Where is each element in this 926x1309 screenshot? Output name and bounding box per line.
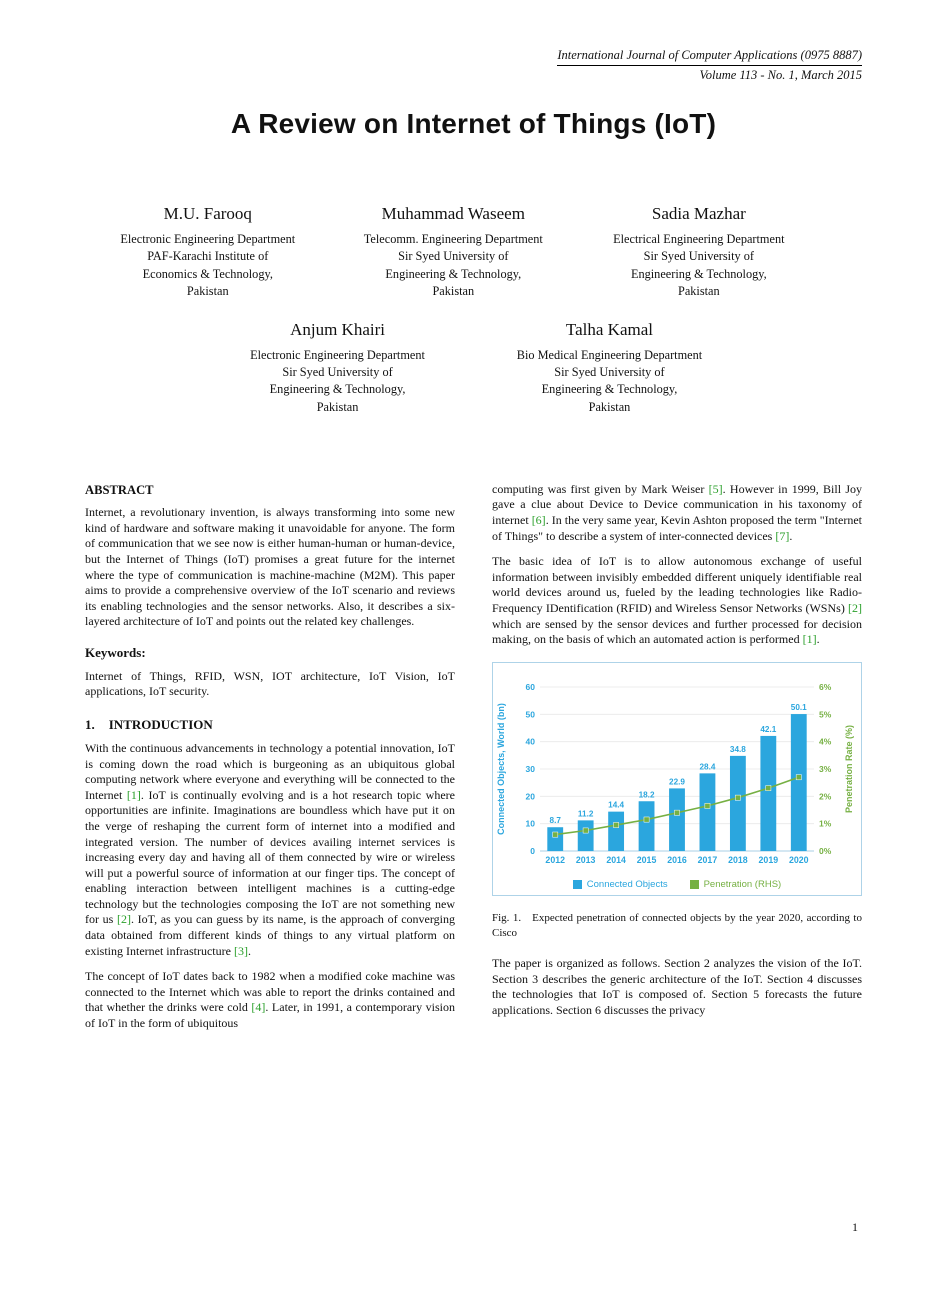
introduction-paragraph: With the continuous advancements in technology a potential innovation, IoT is coming down the road which is burgeoning as an ubiquitous global computing network where everyone and everything will be connected to the Internet [1]. IoT is continually evolving and is a hot research topic where opportunities are infinite. Imaginations are boundless which have put it on the verge of reshaping the current form of internet into a modified and integrated version. The number of devices availing internet services is increasing every day and having all of them connected by wire or wireless will put a powerful source of information at our finger tips. The concept of enabling interaction between intelligent machines is a cutting-edge technology but the technologies composing the IoT are not something new for us [2]. IoT, as you can guess by its name, is the approach of converging data obtained from different kinds of things to any virtual platform on existing Internet infrastructure [3]. [85, 740, 455, 958]
author-affiliation-line: Electrical Engineering Department [613, 232, 785, 247]
author-affiliation-line: Sir Syed University of [398, 249, 509, 264]
svg-text:5%: 5% [819, 709, 832, 720]
svg-text:2%: 2% [819, 791, 832, 802]
author-name: Talha Kamal [565, 320, 653, 340]
author-name: M.U. Farooq [163, 204, 252, 224]
svg-text:30: 30 [525, 763, 535, 774]
author-affiliation-line: Pakistan [677, 283, 720, 298]
author-affiliation-line: PAF-Karachi Institute of [147, 249, 269, 264]
author-name: Sadia Mazhar [651, 204, 746, 224]
author-block [85, 204, 331, 300]
svg-text:2020: 2020 [788, 854, 809, 865]
citation-link[interactable]: [4] [251, 1000, 266, 1015]
legend-label: Connected Objects [586, 878, 668, 890]
author-affiliation-line: Engineering & Technology, [541, 382, 678, 397]
svg-text:11.2: 11.2 [577, 809, 594, 819]
author-name: Muhammad Waseem [381, 204, 525, 224]
journal-name [85, 46, 862, 66]
journal-name-text: International Journal of Computer Applications (0975 8887) [557, 46, 862, 66]
legend-swatch-line [690, 880, 699, 889]
author-affiliation-line: Pakistan [432, 283, 475, 298]
svg-text:3%: 3% [819, 763, 832, 774]
svg-text:8.7: 8.7 [549, 816, 561, 826]
citation-link[interactable]: [5] [708, 481, 723, 496]
page-number: 1 [852, 1220, 858, 1234]
svg-text:4%: 4% [819, 736, 832, 747]
citation-link[interactable]: [1] [126, 787, 141, 802]
keywords-heading: Keywords: [85, 644, 146, 660]
author-affiliation-line: Pakistan [316, 399, 359, 414]
legend-swatch-bar [573, 880, 582, 889]
legend-item-connected-objects [573, 879, 668, 891]
svg-text:50: 50 [525, 709, 535, 720]
author-affiliation-line: Engineering & Technology, [269, 382, 406, 397]
author-affiliation-line: Electronic Engineering Department [250, 348, 425, 363]
abstract-heading: ABSTRACT [85, 482, 154, 497]
author-affiliation-line: Engineering & Technology, [630, 266, 767, 281]
author-affiliation-line: Electronic Engineering Department [120, 232, 296, 247]
author-name: Anjum Khairi [290, 320, 385, 340]
body-columns [85, 482, 862, 1042]
figure-caption-text: Expected penetration of connected objects by the year 2020, according to Cisco [492, 912, 862, 939]
section-number: 1. [85, 717, 95, 733]
svg-text:60: 60 [525, 681, 535, 692]
svg-text:2014: 2014 [606, 854, 626, 865]
authors-row-2 [85, 320, 862, 416]
svg-text:42.1: 42.1 [760, 724, 777, 734]
svg-text:28.4: 28.4 [699, 762, 716, 772]
body-paragraph: The basic idea of IoT is to allow autonomous exchange of useful information between invisibly embedded different uniquely identifiable real world devices around us, fueled by the leading technologies like Radio-Frequency IDentification (RFID) and Wireless Sensor Networks (WSNs) [2] which are sensed by the sensor devices and further processed for decision making, on the basis of which an automated action is performed [1]. [492, 554, 862, 647]
svg-text:10: 10 [525, 818, 535, 829]
author-affiliation-line: Economics & Technology, [142, 266, 273, 281]
right-column [492, 482, 862, 1042]
svg-text:0%: 0% [819, 845, 832, 856]
svg-text:2018: 2018 [728, 854, 748, 865]
figure-caption [492, 911, 862, 940]
figure-1-chart [492, 662, 862, 896]
body-paragraph: The paper is organized as follows. Section 2 analyzes the vision of the IoT. Section 3 describes the generic architecture of the IoT. Section 4 discusses the technologies that IoT is composed of. Section 5 forecasts the future applications. Section 6 discusses the privacy [492, 956, 862, 1017]
svg-text:2013: 2013 [575, 854, 596, 865]
author-affiliation-line: Telecomm. Engineering Department [363, 232, 543, 247]
svg-text:14.4: 14.4 [608, 800, 625, 810]
author-block [202, 320, 474, 416]
author-affiliation-line: Sir Syed University of [554, 365, 665, 380]
svg-text:2017: 2017 [697, 854, 718, 865]
authors-row-1 [85, 204, 862, 300]
author-affiliation-line: Sir Syed University of [643, 249, 754, 264]
author-affiliation-line: Bio Medical Engineering Department [516, 348, 703, 363]
legend-item-penetration [690, 879, 782, 891]
keywords-text: Internet of Things, RFID, WSN, IOT architecture, IoT Vision, IoT applications, IoT security. [85, 668, 455, 699]
author-block [331, 204, 577, 300]
svg-text:1%: 1% [819, 818, 832, 829]
author-affiliation-line: Engineering & Technology, [385, 266, 522, 281]
author-affiliation-line: Pakistan [588, 399, 631, 414]
page-title: A Review on Internet of Things (IoT) [230, 108, 717, 140]
body-paragraph: computing was first given by Mark Weiser [5]. However in 1999, Bill Joy gave a clue about Device to Device communication in his taxonomy of internet [6]. In the very same year, Kevin Ashton proposed the term "Internet of Things" to describe a system of inter-connected devices [7]. [492, 481, 862, 543]
citation-link[interactable]: [1] [802, 632, 817, 647]
journal-header [85, 46, 862, 84]
svg-text:Penetration Rate (%): Penetration Rate (%) [844, 724, 854, 813]
svg-text:2015: 2015 [636, 854, 657, 865]
author-block [576, 204, 822, 300]
author-block [474, 320, 746, 416]
citation-link[interactable]: [6] [531, 513, 546, 528]
svg-text:50.1: 50.1 [790, 702, 807, 712]
section-title: INTRODUCTION [108, 717, 213, 733]
author-affiliation-line: Pakistan [186, 283, 229, 298]
svg-text:0: 0 [530, 845, 535, 856]
introduction-heading [85, 717, 455, 734]
citation-link[interactable]: [7] [775, 528, 790, 543]
citation-link[interactable]: [2] [116, 912, 131, 927]
chart-legend [493, 879, 861, 891]
figure-label: Fig. 1. [492, 912, 522, 925]
svg-text:2012: 2012 [545, 854, 566, 865]
citation-link[interactable]: [2] [848, 601, 862, 616]
legend-label: Penetration (RHS) [703, 878, 782, 890]
svg-text:40: 40 [525, 736, 535, 747]
svg-text:20: 20 [525, 791, 535, 802]
citation-link[interactable]: [3] [233, 943, 248, 958]
journal-volume: Volume 113 - No. 1, March 2015 [699, 68, 862, 83]
svg-text:18.2: 18.2 [638, 790, 655, 800]
figure-1 [492, 662, 862, 940]
chart-svg [494, 671, 860, 877]
svg-text:22.9: 22.9 [669, 777, 685, 787]
abstract-text: Internet, a revolutionary invention, is always transforming into some new kind of hardware and software making it unavoidable for anyone. The form of communication that we see now is either human-human or human-device, but the Internet of Things (IoT) promises a great future for the internet where the type of communication is machine-machine (M2M). This paper aims to provide a comprehensive overview of the IoT scenario and reviews its enabling technologies and the sensor networks. Also, it describes a six-layered architecture of IoT and points out the related key challenges. [85, 505, 455, 629]
svg-text:Connected Objects, World (bn): Connected Objects, World (bn) [496, 702, 506, 835]
introduction-paragraph: The concept of IoT dates back to 1982 when a modified coke machine was connected to the Internet which was able to report the drinks contained and that whether the drinks were cold [4]. Later, in 1991, a contemporary vision of IoT in the form of ubiquitous [85, 969, 456, 1031]
author-affiliation-line: Sir Syed University of [282, 365, 393, 380]
svg-text:2016: 2016 [667, 854, 687, 865]
svg-text:6%: 6% [819, 681, 832, 692]
left-column [85, 482, 455, 1042]
svg-text:34.8: 34.8 [729, 744, 746, 754]
svg-text:2019: 2019 [758, 854, 779, 865]
